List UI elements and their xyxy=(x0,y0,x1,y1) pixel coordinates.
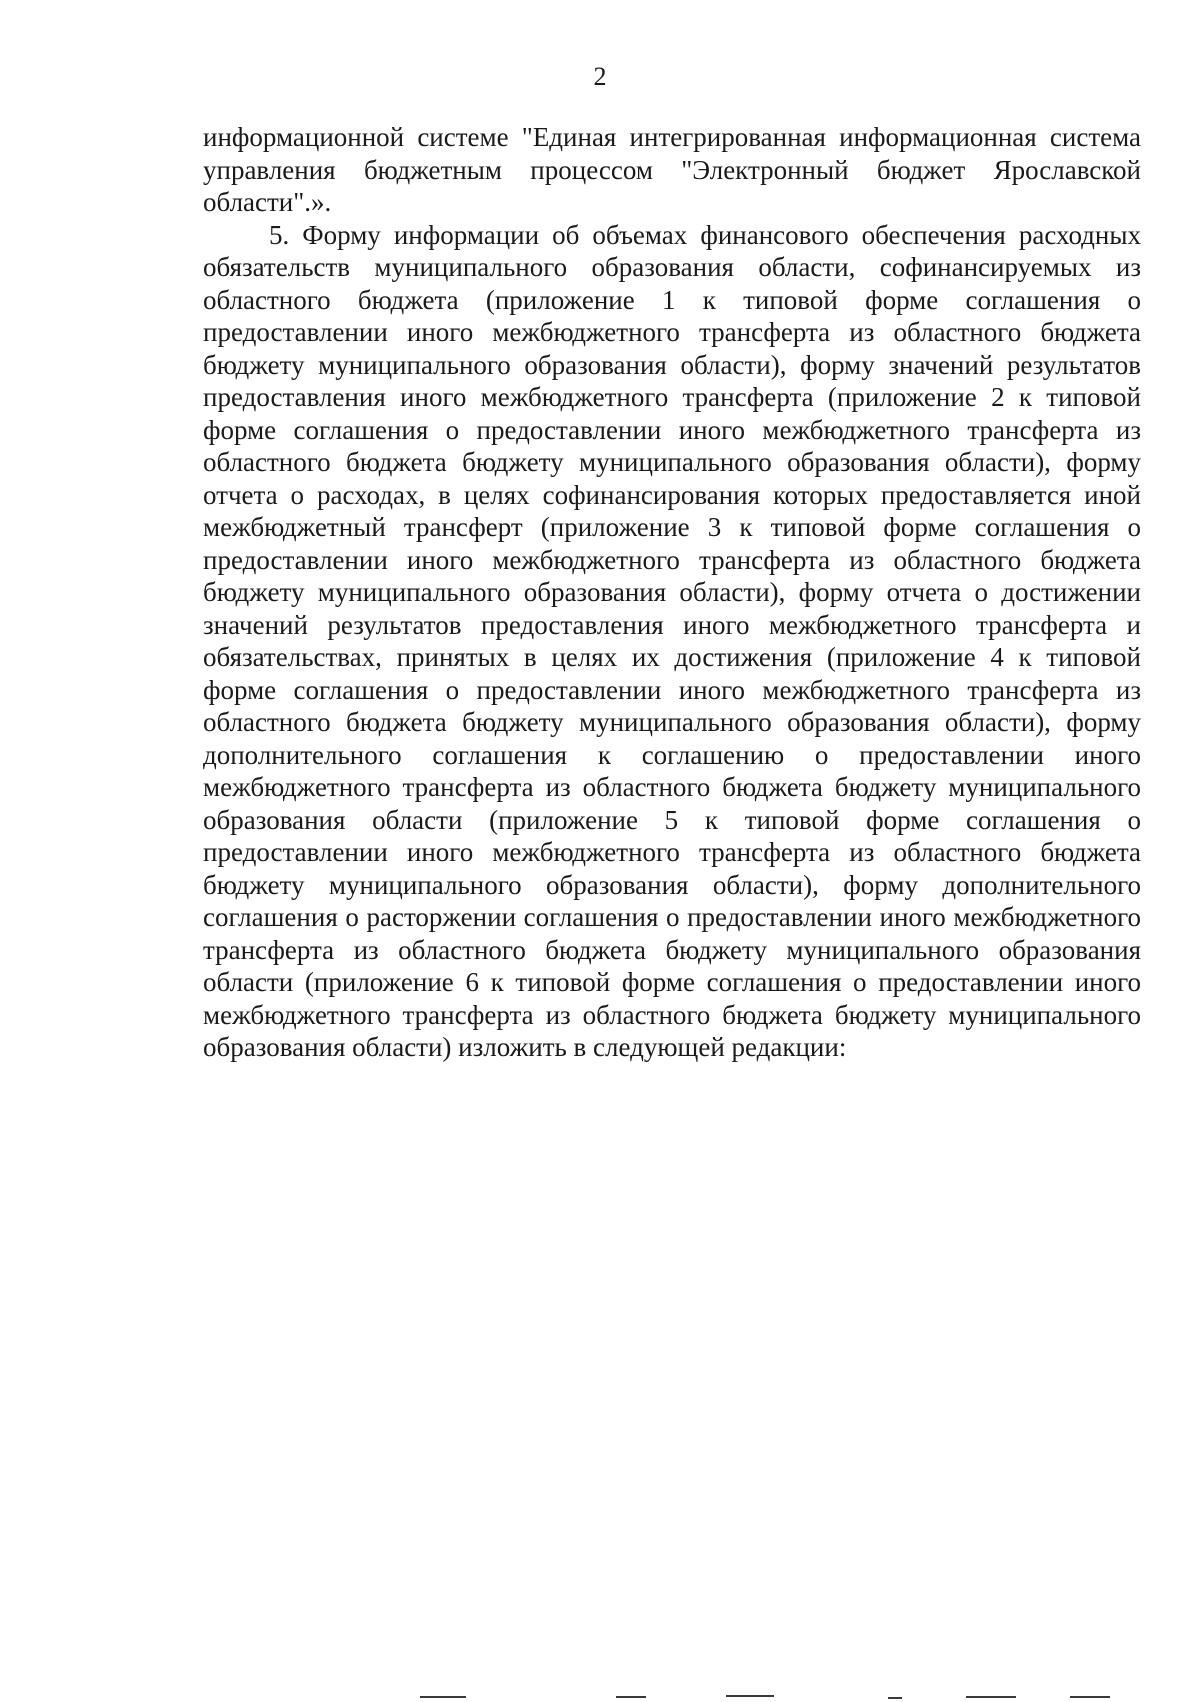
scan-artifact xyxy=(888,1697,902,1699)
scan-artifact xyxy=(726,1695,774,1697)
page-number: 2 xyxy=(593,62,607,91)
paragraph-item-5: 5. Форму информации об объемах финансового обеспечения расходных обязательств муниципального образования области, софинансируемых из областного бюджета (приложение 1 к типовой форме соглашения о предоставлении иного межбюджетного трансферта из областного бюджета бюджету муниципального образования области), форму значений результатов предоставления иного межбюджетного трансферта (приложение 2 к типовой форме соглашения о предоставлении иного межбюджетного трансферта из областного бюджета бюджету муниципального образования области), форму отчета о расходах, в целях софинансирования которых предоставляется иной межбюджетный трансферт (приложение 3 к типовой форме соглашения о предоставлении иного межбюджетного трансферта из областного бюджета бюджету муниципального образования области), форму отчета о достижении значений результатов предоставления иного межбюджетного трансферта и обязательствах, принятых в целях их достижения (приложение 4 к типовой форме соглашения о предоставлении иного межбюджетного трансферта из областного бюджета бюджету муниципального образования области), форму дополнительного соглашения к соглашению о предоставлении иного межбюджетного трансферта из областного бюджета бюджету муниципального образования области (приложение 5 к типовой форме соглашения о предоставлении иного межбюджетного трансферта из областного бюджета бюджету муниципального образования области), форму дополнительного соглашения о расторжении соглашения о предоставлении иного межбюджетного трансферта из областного бюджета бюджету муниципального образования области (приложение 6 к типовой форме соглашения о предоставлении иного межбюджетного трансферта из областного бюджета бюджету муниципального образования области) изложить в следующей редакции: xyxy=(203,219,1141,1062)
scan-artifact xyxy=(1070,1696,1110,1698)
scan-artifact xyxy=(420,1696,466,1698)
scan-artifact xyxy=(616,1696,646,1698)
paragraph-continuation: информационной системе "Единая интегрированная информационная система управления бюджетным процессом "Электронный бюджет Ярославской области".». xyxy=(203,122,1141,217)
document-body xyxy=(203,121,1141,1064)
scan-artifact xyxy=(966,1696,1016,1698)
